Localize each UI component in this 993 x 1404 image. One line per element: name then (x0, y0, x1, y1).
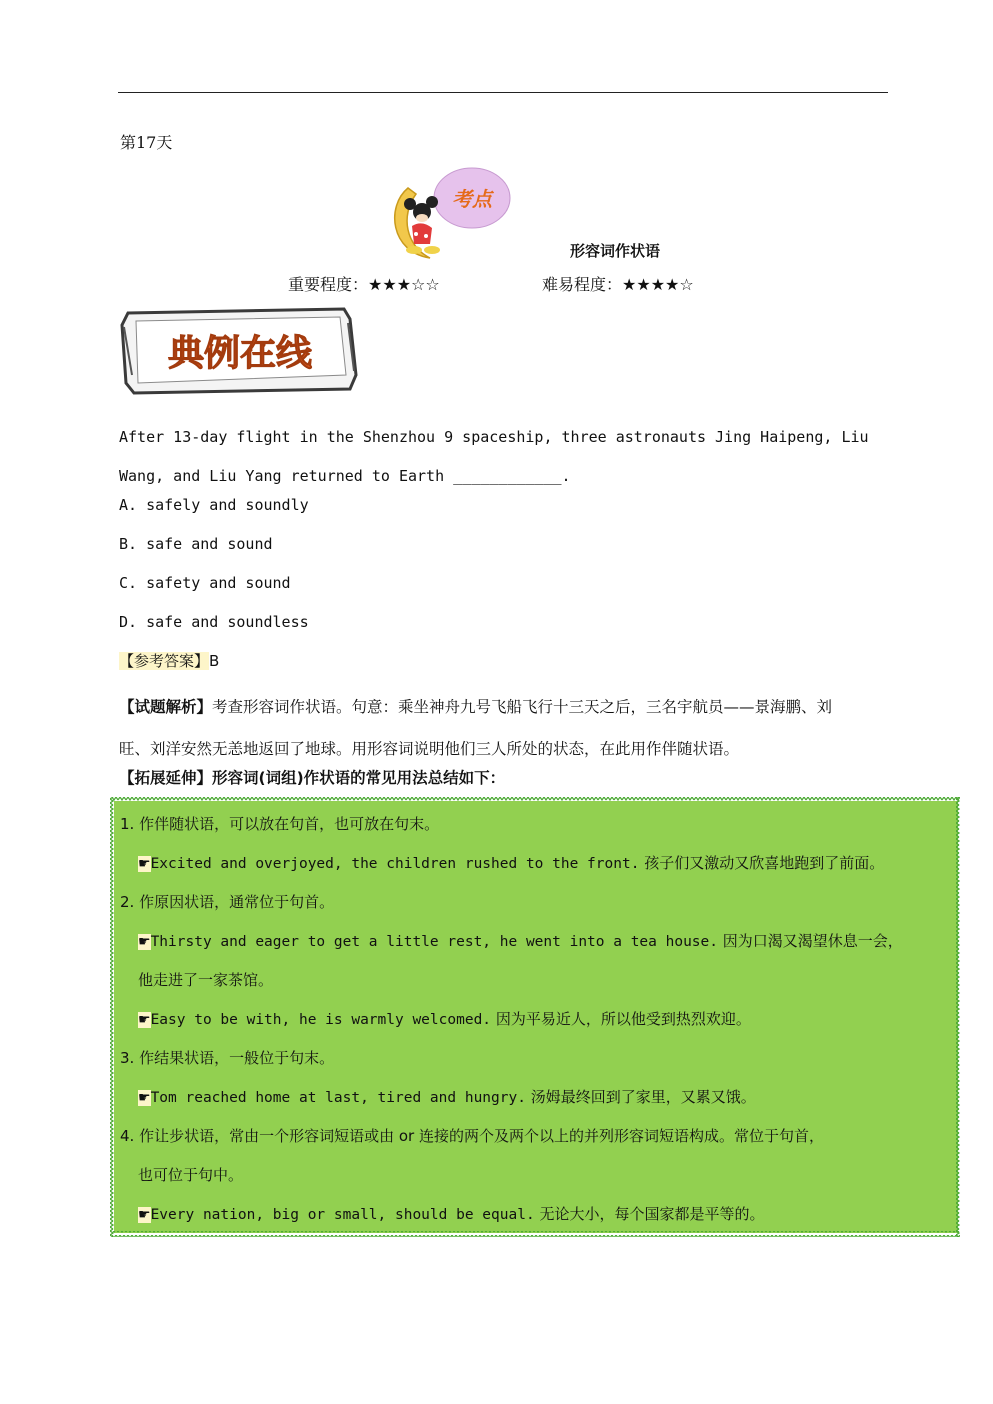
usage-item-2: 2. 作原因状语，通常位于句首。 (120, 893, 335, 911)
question-line-2: Wang, and Liu Yang returned to Earth ____________. (119, 467, 571, 485)
banner-text: 典例在线 (167, 333, 313, 374)
analysis-text-1: 考查形容词作状语。句意：乘坐神舟九号飞船飞行十三天之后，三名宇航员——景海鹏、刘 (212, 698, 833, 716)
question-line-1: After 13-day flight in the Shenzhou 9 spaceship, three astronauts Jing Haipeng, Liu (119, 428, 869, 446)
usage-item-3: 3. 作结果状语，一般位于句末。 (120, 1049, 335, 1067)
reference-answer (119, 650, 219, 671)
header-rule (118, 92, 888, 93)
ratings-row (288, 272, 694, 295)
extension-text: 形容词(词组)作状语的常见用法总结如下： (212, 769, 506, 787)
example-3: ☛Easy to be with, he is warmly welcomed. 因为平易近人，所以他受到热烈欢迎。 (138, 1010, 751, 1028)
extension-heading (119, 766, 505, 788)
example-1: ☛Excited and overjoyed, the children rushed to the front. 孩子们又激动又欣喜地跑到了前面。 (138, 854, 885, 872)
analysis-block (119, 686, 929, 770)
pointing-hand-icon: ☛ (138, 1012, 151, 1028)
usage-item-1: 1. 作伴随状语，可以放在句首，也可放在句末。 (120, 815, 440, 833)
question-text (119, 418, 887, 496)
example-2-continued: 他走进了一家茶馆。 (138, 971, 274, 989)
usage-item-4: 4. 作让步状语，常由一个形容词短语或由 or 连接的两个及两个以上的并列形容词短语构成。常位于句首， (120, 1127, 824, 1145)
importance-label: 重要程度： (288, 275, 369, 294)
importance-stars: ★★★☆☆ (368, 275, 440, 294)
answer-label: 【参考答案】 (119, 652, 210, 670)
example-4: ☛Tom reached home at last, tired and hungry. 汤姆最终回到了家里，又累又饿。 (138, 1088, 756, 1106)
day-label: 第17天 (120, 133, 173, 152)
topic-title: 形容词作状语 (569, 242, 660, 260)
pointing-hand-icon: ☛ (138, 1090, 151, 1106)
pointing-hand-icon: ☛ (138, 1207, 151, 1223)
example-banner (118, 305, 362, 395)
pointing-hand-icon: ☛ (138, 856, 151, 872)
badge-text: 考点 (452, 187, 492, 211)
example-5: ☛Every nation, big or small, should be equal. 无论大小，每个国家都是平等的。 (138, 1205, 765, 1223)
answer-value: B (209, 652, 220, 670)
difficulty-stars: ★★★★☆ (622, 275, 694, 294)
difficulty-label: 难易程度： (542, 275, 623, 294)
pointing-hand-icon: ☛ (138, 934, 151, 950)
option-d: D. safe and soundless (119, 613, 309, 631)
usage-notes-box (110, 797, 962, 1237)
option-a: A. safely and soundly (119, 496, 309, 514)
analysis-text-2: 旺、刘洋安然无恙地返回了地球。用形容词说明他们三人所处的状态，在此用作伴随状语。 (119, 740, 740, 758)
usage-item-4-continued: 也可位于句中。 (138, 1166, 244, 1184)
extension-label: 【拓展延伸】 (119, 769, 213, 787)
analysis-label: 【试题解析】 (119, 698, 213, 716)
option-b: B. safe and sound (119, 535, 273, 553)
example-2: ☛Thirsty and eager to get a little rest, he went into a tea house. 因为口渴又渴望休息一会， (138, 932, 903, 950)
option-c: C. safety and sound (119, 574, 291, 592)
